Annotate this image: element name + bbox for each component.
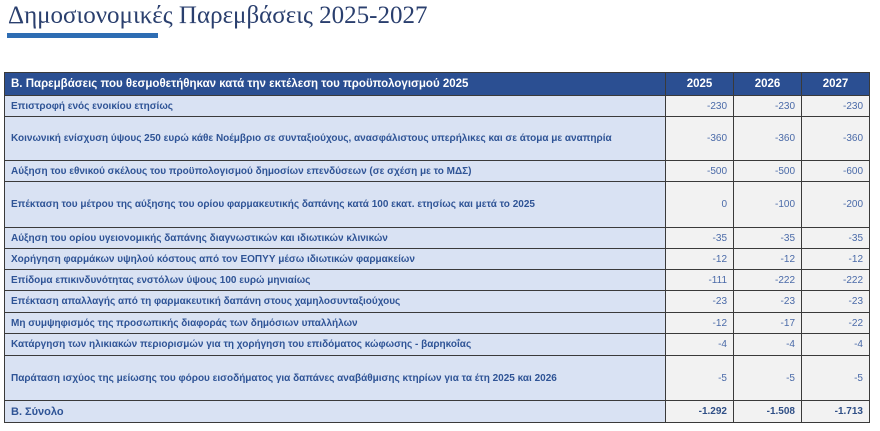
row-label: Αύξηση του εθνικού σκέλους του προϋπολογισμού δημοσίων επενδύσεων (σε σχέση με το ΜΔΣ) bbox=[5, 161, 666, 182]
total-row bbox=[5, 401, 870, 423]
cell-2027: -23 bbox=[802, 291, 870, 313]
header-description: Β. Παρεμβάσεις που θεσμοθετήθηκαν κατά την εκτέλεση του προϋπολογισμού 2025 bbox=[5, 73, 666, 96]
table-row bbox=[5, 182, 870, 228]
table-row bbox=[5, 249, 870, 270]
cell-2027: -22 bbox=[802, 313, 870, 334]
table-header-row bbox=[5, 73, 870, 96]
table-row bbox=[5, 270, 870, 291]
cell-2027: -12 bbox=[802, 249, 870, 270]
cell-2026: -5 bbox=[734, 356, 802, 401]
cell-2025: -35 bbox=[666, 228, 734, 249]
row-label: Χορήγηση φαρμάκων υψηλού κόστους από τον ΕΟΠΥΥ μέσω ιδιωτικών φαρμακείων bbox=[5, 249, 666, 270]
cell-2027: -222 bbox=[802, 270, 870, 291]
cell-2027: -5 bbox=[802, 356, 870, 401]
total-2025: -1.292 bbox=[666, 401, 734, 423]
cell-2025: -5 bbox=[666, 356, 734, 401]
cell-2026: -35 bbox=[734, 228, 802, 249]
page-title: Δημοσιονομικές Παρεμβάσεις 2025-2027 bbox=[8, 2, 428, 29]
cell-2025: -230 bbox=[666, 96, 734, 117]
cell-2027: -200 bbox=[802, 182, 870, 228]
table-row bbox=[5, 96, 870, 117]
row-label: Επίδομα επικινδυνότητας ενστόλων ύψους 100 ευρώ μηνιαίως bbox=[5, 270, 666, 291]
fiscal-measures-table bbox=[4, 72, 870, 423]
row-label: Κατάργηση των ηλικιακών περιορισμών για τη χορήγηση του επιδόματος κώφωσης - βαρηκοΐας bbox=[5, 334, 666, 356]
cell-2025: -500 bbox=[666, 161, 734, 182]
header-year-2027: 2027 bbox=[802, 73, 870, 96]
cell-2026: -222 bbox=[734, 270, 802, 291]
cell-2026: -4 bbox=[734, 334, 802, 356]
cell-2026: -100 bbox=[734, 182, 802, 228]
header-year-2026: 2026 bbox=[734, 73, 802, 96]
table-row bbox=[5, 228, 870, 249]
cell-2026: -230 bbox=[734, 96, 802, 117]
row-label: Μη συμψηφισμός της προσωπικής διαφοράς των δημόσιων υπαλλήλων bbox=[5, 313, 666, 334]
cell-2027: -600 bbox=[802, 161, 870, 182]
cell-2026: -360 bbox=[734, 117, 802, 161]
total-label: Β. Σύνολο bbox=[5, 401, 666, 423]
cell-2025: -23 bbox=[666, 291, 734, 313]
header-year-2025: 2025 bbox=[666, 73, 734, 96]
cell-2026: -23 bbox=[734, 291, 802, 313]
cell-2027: -230 bbox=[802, 96, 870, 117]
table-row bbox=[5, 313, 870, 334]
cell-2027: -360 bbox=[802, 117, 870, 161]
title-underline bbox=[7, 33, 158, 38]
cell-2025: -4 bbox=[666, 334, 734, 356]
cell-2026: -12 bbox=[734, 249, 802, 270]
table-row bbox=[5, 334, 870, 356]
table-row bbox=[5, 291, 870, 313]
table-row bbox=[5, 117, 870, 161]
row-label: Αύξηση του ορίου υγειονομικής δαπάνης διαγνωστικών και ιδιωτικών κλινικών bbox=[5, 228, 666, 249]
row-label: Επιστροφή ενός ενοικίου ετησίως bbox=[5, 96, 666, 117]
table-row bbox=[5, 161, 870, 182]
cell-2026: -500 bbox=[734, 161, 802, 182]
row-label: Επέκταση του μέτρου της αύξησης του ορίου φαρμακευτικής δαπάνης κατά 100 εκατ. ετησίως και μετά το 2025 bbox=[5, 182, 666, 228]
cell-2025: -111 bbox=[666, 270, 734, 291]
total-2027: -1.713 bbox=[802, 401, 870, 423]
cell-2025: -12 bbox=[666, 249, 734, 270]
cell-2027: -35 bbox=[802, 228, 870, 249]
cell-2027: -4 bbox=[802, 334, 870, 356]
cell-2025: -12 bbox=[666, 313, 734, 334]
cell-2026: -17 bbox=[734, 313, 802, 334]
cell-2025: -360 bbox=[666, 117, 734, 161]
row-label: Κοινωνική ενίσχυση ύψους 250 ευρώ κάθε Νοέμβριο σε συνταξιούχους, ανασφάλιστους υπερήλικες και σε άτομα με αναπηρία bbox=[5, 117, 666, 161]
row-label: Παράταση ισχύος της μείωσης του φόρου εισοδήματος για δαπάνες αναβάθμισης κτηρίων για τα έτη 2025 και 2026 bbox=[5, 356, 666, 401]
total-2026: -1.508 bbox=[734, 401, 802, 423]
cell-2025: 0 bbox=[666, 182, 734, 228]
table-row bbox=[5, 356, 870, 401]
row-label: Επέκταση απαλλαγής από τη φαρμακευτική δαπάνη στους χαμηλοσυνταξιούχους bbox=[5, 291, 666, 313]
